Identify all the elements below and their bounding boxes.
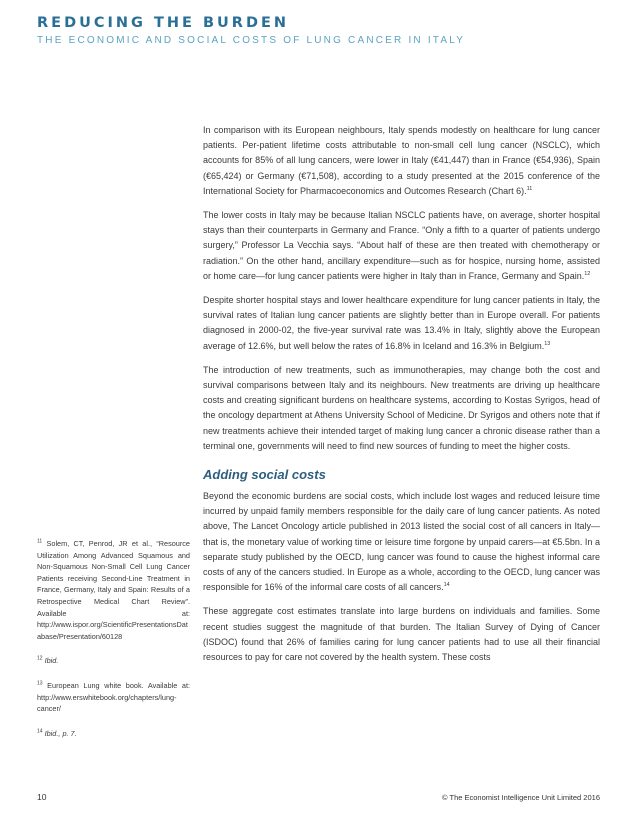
section-heading: Adding social costs — [203, 467, 326, 483]
body-paragraph: Despite shorter hospital stays and lower healthcare expenditure for lung cancer patients in Italy, the survival rates of Italian lung cancer patients are slightly better than in Europe overall. For patients diagnosed in 2000-02, the five-year survival rate was 13.4% in Italy, slightly above the European average of 12.6%, but well below the rates of 16.8% in Iceland and 16.3% in Belgium.$^{13}$ — [203, 295, 600, 351]
copyright-notice: © The Economist Intelligence Unit Limited 2016 — [442, 793, 600, 802]
body-paragraph: The introduction of new treatments, such as immunotherapies, may change both the cost and survival comparisons between Italy and its neighbours. New treatments are driving up healthcare costs and creating significant burdens on healthcare systems, according to Kostas Syrigos, head of the oncology department at Athens University School of Medicine. Dr Syrigos and others note that if new treatments achieve their intended target of making lung cancer a chronic disease rather than a terminal one, governments will need to find new sources of funding to meet the higher costs. — [203, 364, 600, 451]
body-paragraph: The lower costs in Italy may be because Italian NSCLC patients have, on average, shorter hospital stays than their counterparts in Germany and France. “Only a fifth to a quarter of patients undergo surgery,” Professor La Vecchia says. “About half of these are then treated with chemotherapy or radiation.” On the other hand, ancillary expenditure—such as for hospice, nursing home, assisted or home care—for lung cancer patients were higher in Italy than in France, Germany and Spain.$^{12}$ — [203, 210, 600, 281]
footnote-item: $^{12}$ Ibid. — [37, 655, 59, 666]
body-paragraph: Beyond the economic burdens are social costs, which include lost wages and reduced leisure time incurred by unpaid family members responsible for the daily care of lung cancer patients. As noted above, The Lancet Oncology article published in 2013 listed the social cost of all cancers in Italy—that is, the monetary value of working time or leisure time forgone by unpaid carers—at €5.5bn. In a separate study published by the OECD, lung cancer was found to cause the highest informal care costs of any of the cancers studied. In Europe as a whole, according to the OECD, lung cancer was responsible for 16% of the informal care costs of all cancers.$^{14}$ — [203, 491, 600, 593]
report-subtitle: THE ECONOMIC AND SOCIAL COSTS OF LUNG CANCER IN ITALY — [37, 35, 466, 46]
main-column — [203, 123, 600, 674]
page-header — [37, 14, 618, 47]
footnote-item: $^{14}$ Ibid., p. 7. — [37, 728, 77, 738]
footnote-ref: 11 — [526, 185, 533, 192]
footnote-ref: 12 — [584, 270, 591, 277]
body-paragraph: These aggregate cost estimates translate into large burdens on individuals and families. Some recent studies suggest the magnitude of that burden. The Italian Survey of Dying of Cancer (ISDOC) found that 26% of families caring for lung cancer patients had to use all their financial resources to pay for care not covered by the health system. These costs — [203, 606, 600, 663]
footnote-ref: 13 — [544, 340, 551, 347]
footnote-ref: 14 — [443, 582, 450, 589]
body-paragraph: In comparison with its European neighbours, Italy spends modestly on healthcare for lung cancer patients. Per-patient lifetime costs attributable to non-small cell lung cancer (NSCLC), which accounts for 85% of all lung cancers, were lower in Italy (€41,447) than in France (€54,936), Spain (€65,424) or Germany (€71,508), according to a study presented at the 2015 conference of the International Society for Pharmacoeconomics and Outcomes Research (Chart 6).$^{11}$ — [203, 125, 600, 196]
footnote-item: $^{11}$ Solem, CT, Penrod, JR et al., “Resource Utilization Among Advanced Squamous and Non-Squamous Non-Small Cell Lung Cancer Patients receiving Second-Line Treatment in France, Germany, Italy and Spain: Results of a Retrospective Medical Chart Review”. Available at: http://www.ispor.org/ScientificPresentationsDatabase/Presentation/60128 — [37, 538, 190, 641]
page-number: 10 — [37, 792, 47, 802]
footnote-item: $^{13}$ European Lung white book. Available at: http://www.erswhitebook.org/chapters/lung-cancer/ — [37, 680, 191, 714]
footnotes — [37, 538, 190, 752]
report-title: REDUCING THE BURDEN — [37, 15, 290, 31]
